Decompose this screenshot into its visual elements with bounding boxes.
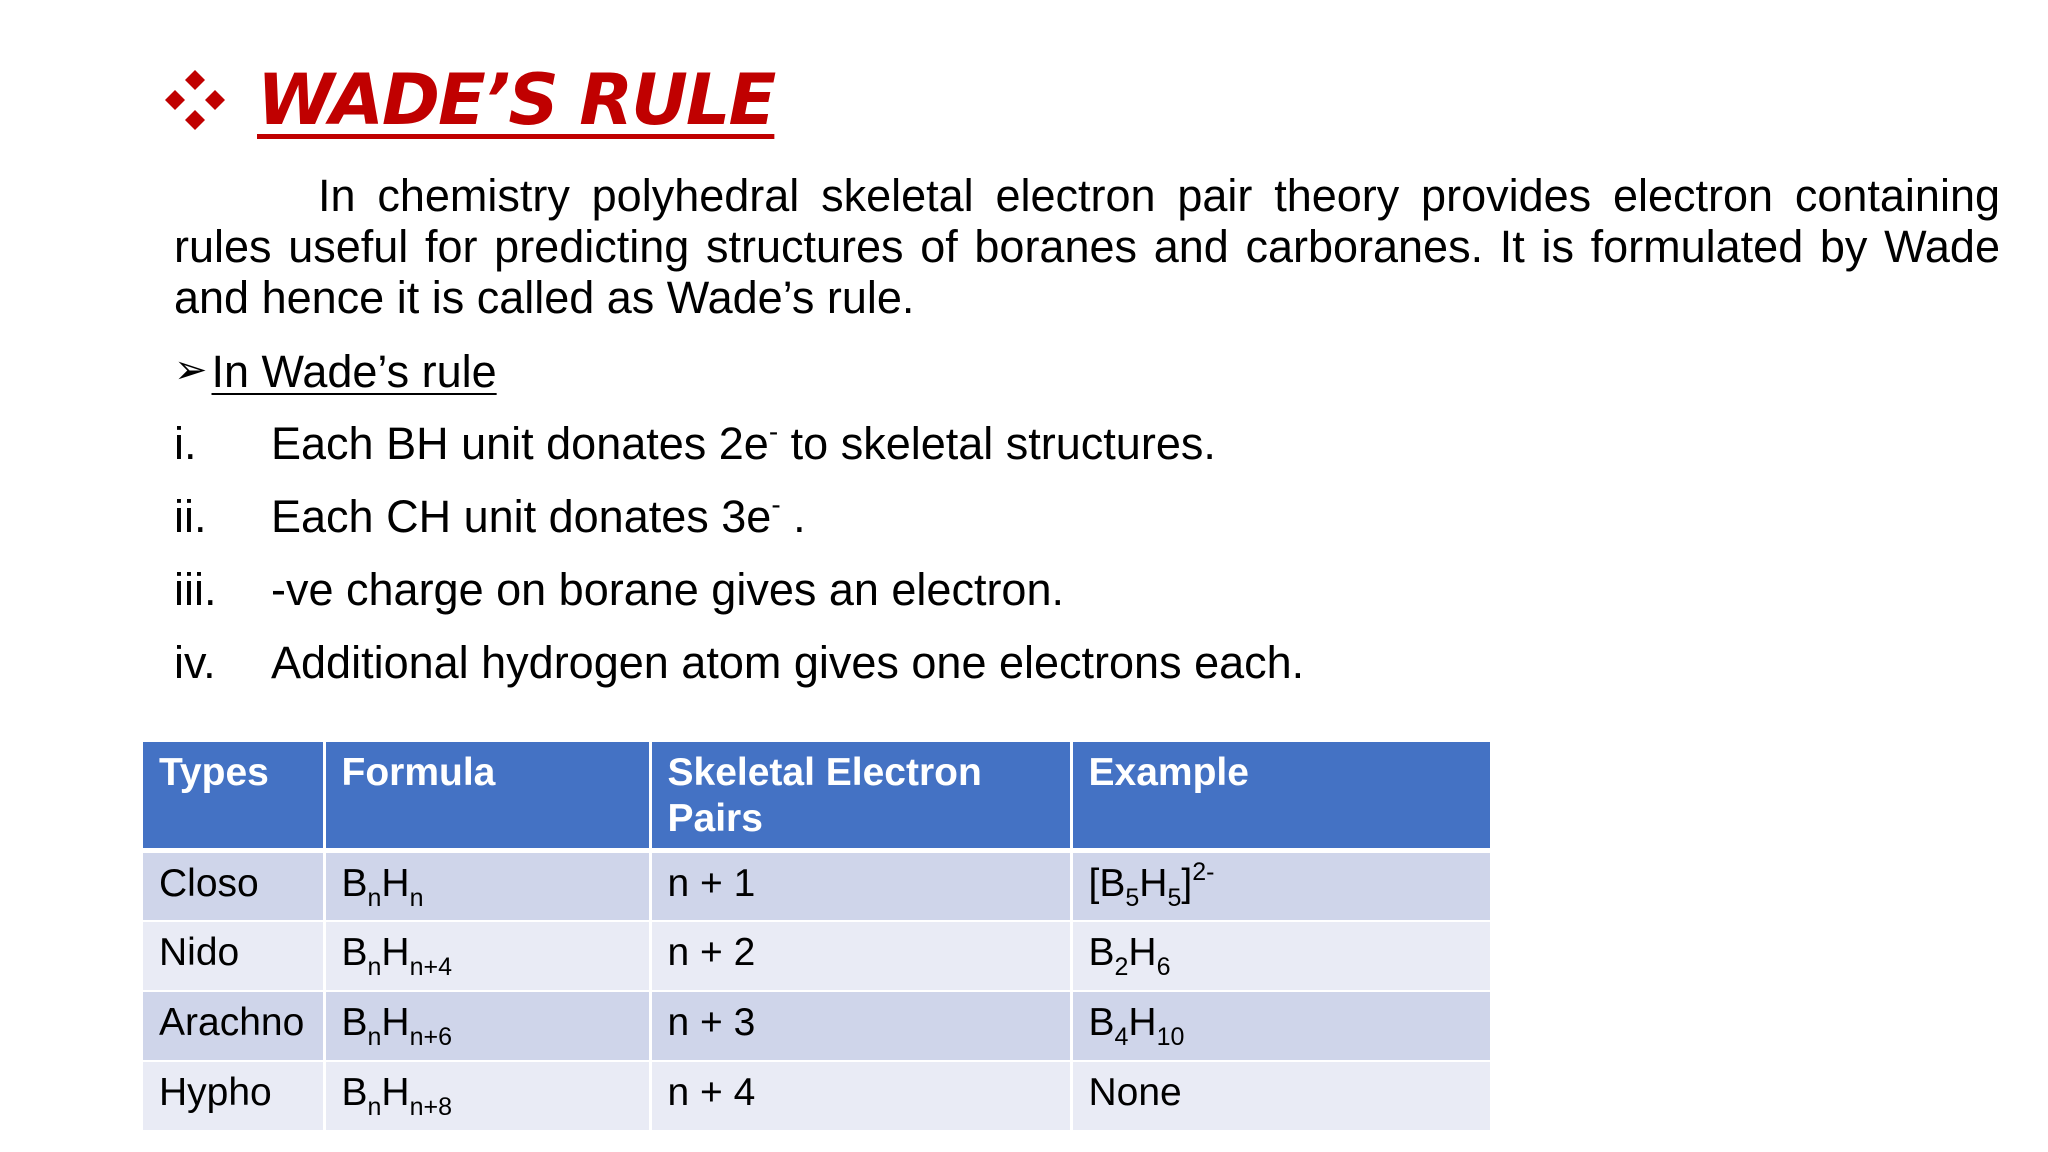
cell-example: $B_2H_6$ <box>1071 921 1490 991</box>
table-row <box>143 1061 1490 1131</box>
sub-heading <box>174 346 497 398</box>
cell-type: Closo <box>143 851 324 921</box>
title-row <box>163 50 774 150</box>
wade-rule-table <box>143 742 1490 1132</box>
cell-skeletal-electron-pairs: n + 1 <box>650 851 1071 921</box>
cell-type: Hypho <box>143 1061 324 1131</box>
rule-text: -ve charge on borane gives an electron. <box>271 564 1064 615</box>
cell-skeletal-electron-pairs: n + 2 <box>650 921 1071 991</box>
intro-paragraph: In chemistry polyhedral skeletal electron pair theory provides electron containing rules useful for predicting structures of boranes and carboranes. It is formulated by Wade and hence it is called as Wade’s rule. <box>174 170 2000 323</box>
cell-type: Nido <box>143 921 324 991</box>
rule-text: Each CH unit donates 3e- . <box>271 489 806 542</box>
cell-skeletal-electron-pairs: n + 3 <box>650 991 1071 1061</box>
table-row <box>143 921 1490 991</box>
rule-number: iii. <box>174 564 217 615</box>
cell-example: None <box>1071 1061 1490 1131</box>
cell-formula: $B_nH_n$ <box>324 851 650 921</box>
table-row <box>143 851 1490 921</box>
column-header-types: Types <box>143 742 324 851</box>
cell-example: $[B_5H_5]^{2-}$ <box>1071 851 1490 921</box>
rule-text: Additional hydrogen atom gives one electrons each. <box>271 637 1305 688</box>
rule-number: ii. <box>174 491 207 542</box>
table-row <box>143 991 1490 1061</box>
column-header-example: Example <box>1071 742 1490 851</box>
rule-number: iv. <box>174 637 216 688</box>
cell-example: $B_4H_{10}$ <box>1071 991 1490 1061</box>
four-diamond-bullet-icon <box>163 68 227 132</box>
cell-formula: $B_nH_{n+8}$ <box>324 1061 650 1131</box>
cell-formula: $B_nH_{n+4}$ <box>324 921 650 991</box>
rule-number: i. <box>174 418 197 469</box>
column-header-formula: Formula <box>324 742 650 851</box>
sub-heading-label: In Wade’s rule <box>211 346 497 397</box>
cell-skeletal-electron-pairs: n + 4 <box>650 1061 1071 1131</box>
arrow-bullet-icon: ➢ <box>174 348 208 392</box>
table-header-row <box>143 742 1490 851</box>
rule-text: Each BH unit donates 2e- to skeletal structures. <box>271 416 1216 469</box>
cell-formula: $B_nH_{n+6}$ <box>324 991 650 1061</box>
column-header-skeletal-electron-pairs: Skeletal Electron Pairs <box>650 742 1071 851</box>
slide-title: WADE’S RULE <box>257 59 775 141</box>
wade-table-wrapper <box>143 742 1490 1132</box>
cell-type: Arachno <box>143 991 324 1061</box>
